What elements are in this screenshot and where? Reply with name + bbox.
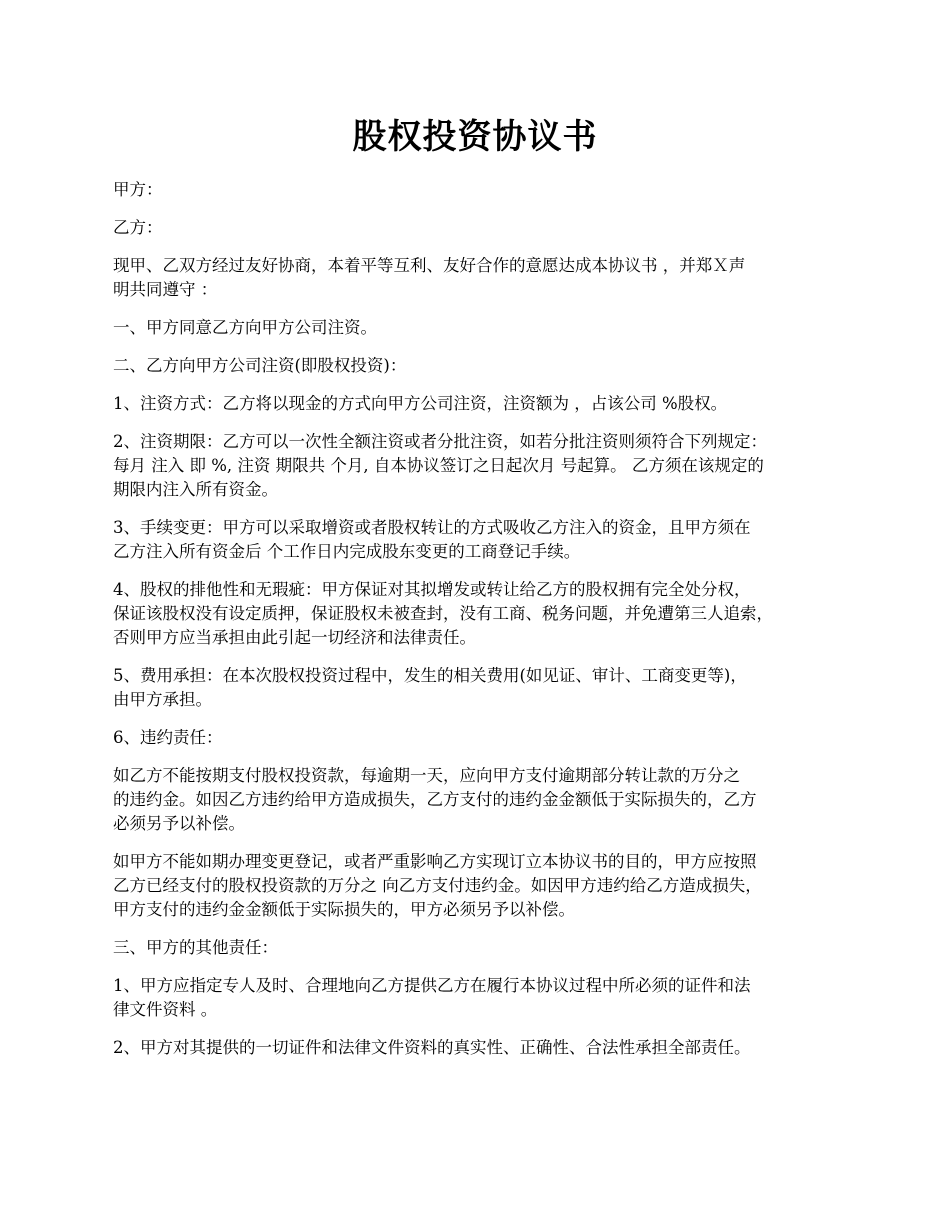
paragraph bbox=[113, 578, 843, 650]
paragraph bbox=[113, 316, 843, 340]
paragraph bbox=[113, 726, 843, 750]
paragraph-line: 否则甲方应当承担由此引起一切经济和法律责任。 bbox=[113, 628, 476, 647]
paragraph-line: 现甲、乙双方经过友好协商，本着平等互利、友好合作的意愿达成本协议书 ，并郑Ｘ声 bbox=[113, 256, 746, 275]
paragraph-line: 由甲方承担。 bbox=[113, 690, 212, 709]
paragraph-line: 1、注资方式：乙方将以现金的方式向甲方公司注资，注资额为 ，占该公司 %股权。 bbox=[113, 394, 728, 413]
document-body bbox=[113, 178, 843, 1074]
paragraph-line: 乙方已经支付的股权投资款的万分之 向乙方支付违约金。如因甲方违约给乙方造成损失， bbox=[113, 876, 762, 895]
paragraph-line: 6、违约责任： bbox=[113, 728, 223, 747]
paragraph bbox=[113, 216, 843, 240]
paragraph-line: 3、手续变更：甲方可以采取增资或者股权转让的方式吸收乙方注入的资金，且甲方须在 bbox=[113, 518, 751, 537]
paragraph bbox=[113, 392, 843, 416]
paragraph-line: 保证该股权没有设定质押，保证股权未被查封，没有工商、税务问题，并免遭第三人追索， bbox=[113, 604, 773, 623]
paragraph-line: 如甲方不能如期办理变更登记，或者严重影响乙方实现订立本协议书的目的，甲方应按照 bbox=[113, 852, 757, 871]
paragraph-line: 甲方支付的违约金金额低于实际损失的，甲方必须另予以补偿。 bbox=[113, 900, 575, 919]
paragraph-line: 律文件资料 。 bbox=[113, 1000, 218, 1019]
paragraph-line: 每月 注入 即 %, 注资 期限共 个月, 自本协议签订之日起次月 号起算。 乙方须在该规定的 bbox=[113, 456, 764, 475]
paragraph-line: 乙方注入所有资金后 个工作日内完成股东变更的工商登记手续。 bbox=[113, 542, 581, 561]
paragraph-line: 一、甲方同意乙方向甲方公司注资。 bbox=[113, 318, 377, 337]
paragraph bbox=[113, 936, 843, 960]
paragraph-line: 2、注资期限：乙方可以一次性全额注资或者分批注资，如若分批注资则须符合下列规定： bbox=[113, 432, 767, 451]
paragraph-line: 甲方： bbox=[113, 180, 163, 199]
paragraph-line: 必须另予以补偿。 bbox=[113, 814, 245, 833]
paragraph bbox=[113, 354, 843, 378]
paragraph-line: 期限内注入所有资金。 bbox=[113, 480, 278, 499]
paragraph-line: 乙方： bbox=[113, 218, 163, 237]
paragraph bbox=[113, 1036, 843, 1060]
paragraph-line: 4、股权的排他性和无瑕疵：甲方保证对其拟增发或转让给乙方的股权拥有完全处分权， bbox=[113, 580, 751, 599]
paragraph bbox=[113, 516, 843, 564]
paragraph bbox=[113, 664, 843, 712]
paragraph-line: 明共同遵守 ： bbox=[113, 280, 218, 299]
paragraph bbox=[113, 974, 843, 1022]
document-title: 股权投资协议书 bbox=[352, 117, 598, 157]
paragraph-line: 如乙方不能按期支付股权投资款，每逾期一天，应向甲方支付逾期部分转让款的万分之 bbox=[113, 766, 740, 785]
paragraph bbox=[113, 430, 843, 502]
paragraph-line: 5、费用承担：在本次股权投资过程中，发生的相关费用(如见证、审计、工商变更等)， bbox=[113, 666, 747, 685]
paragraph-line: 的违约金。如因乙方违约给甲方造成损失，乙方支付的违约金金额低于实际损失的，乙方 bbox=[113, 790, 757, 809]
paragraph bbox=[113, 764, 843, 836]
paragraph bbox=[113, 254, 843, 302]
paragraph-line: 1、甲方应指定专人及时、合理地向乙方提供乙方在履行本协议过程中所必须的证件和法 bbox=[113, 976, 751, 995]
paragraph bbox=[113, 178, 843, 202]
paragraph bbox=[113, 850, 843, 922]
paragraph-line: 二、乙方向甲方公司注资(即股权投资)： bbox=[113, 356, 407, 375]
paragraph-line: 三、甲方的其他责任： bbox=[113, 938, 278, 957]
paragraph-line: 2、甲方对其提供的一切证件和法律文件资料的真实性、正确性、合法性承担全部责任。 bbox=[113, 1038, 751, 1057]
